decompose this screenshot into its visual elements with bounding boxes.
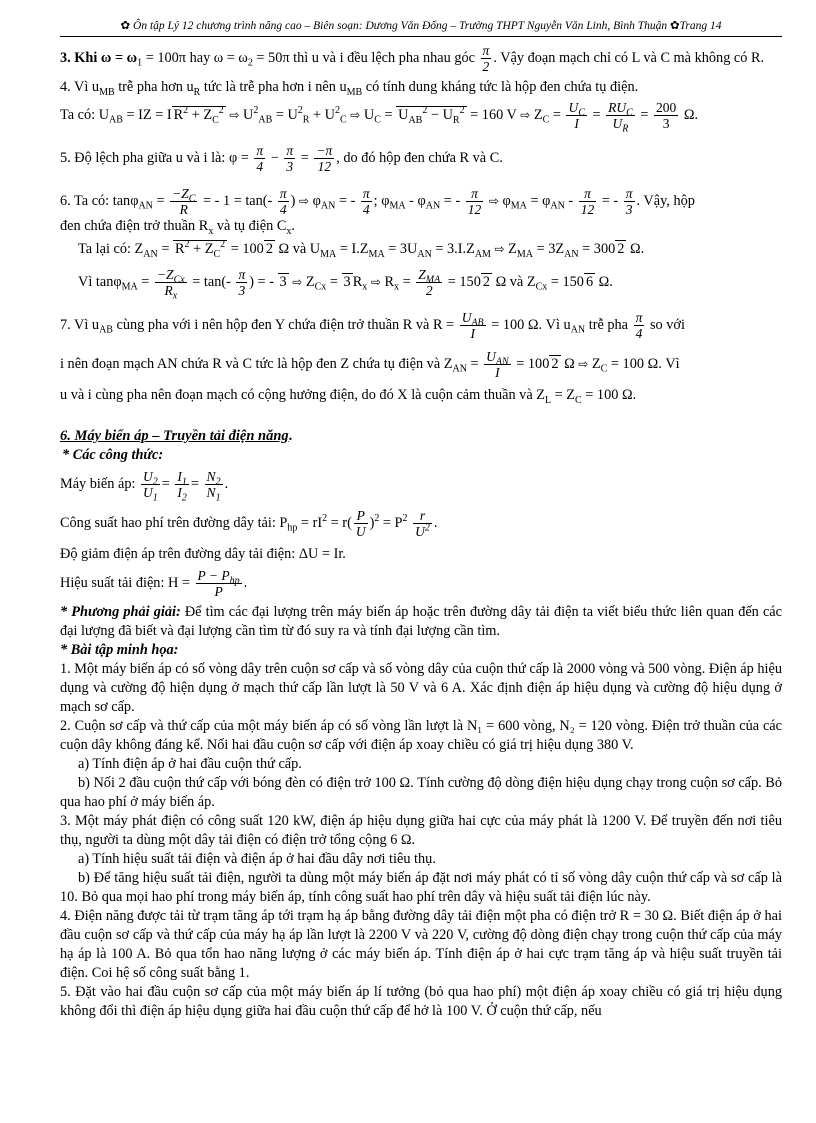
exercise-2: 2. Cuộn sơ cấp và thứ cấp của một máy biến áp có số vòng lần lượt là N₁ = 600 vòng, N₂ = 120 vòng. Điện trở thuần của các cuộn dây không đáng kể. Nối hai đầu cuộn sơ cấp với điện áp xoay chiều có giá trị hiệu dụng 380 V.: [60, 718, 782, 753]
arrow-icon: ⇨: [299, 193, 310, 208]
solution-7-line2: i nên đoạn mạch AN chứa R và C tức là hộp đen Z chứa tụ điện và $Z_{AN}$ = $\frac{U_{AN}}{I}$ = 100 2 Ω ⇨ $Z_C = 100$ Ω. Vì: [60, 349, 680, 380]
arrow-icon: ⇨: [488, 193, 499, 208]
s4-b: trễ pha hơn u: [114, 79, 194, 95]
voltage-drop: Độ giảm điện áp trên đường dây tải điện: ΔU = Ir.: [60, 546, 346, 562]
s7-a: 7. Vì u: [60, 316, 100, 333]
document-page: [60, 0, 782, 1021]
exercise-5: 5. Đặt vào hai đầu cuộn sơ cấp của một máy biến áp lí tưởng (bỏ qua hao phí) một điện áp xoay chiều có giá trị hiệu dụng không đổi thì điện áp hiệu dụng giữa hai đầu cuộn thứ cấp để hở là 100 V. Ở cuộn thứ cấp, nếu: [60, 984, 782, 1019]
s7-c: = 100 Ω. Vì u: [487, 316, 571, 333]
solution-3: 3. Khi $\omega = \omega_1 = 100\pi$ hay $\omega = \omega_2 = 50\pi$ thì u và i đều lệch pha nhau góc $\frac{\pi}{2}$ . Vậy đoạn mạch chỉ có L và C mà không có R.: [60, 43, 765, 74]
arrow-icon: ⇨: [370, 274, 381, 289]
s6-l4: Vì tanφ: [78, 273, 122, 290]
fraction: $\frac{\pi}{2}$: [482, 43, 490, 74]
method-paragraph: [60, 603, 782, 641]
s5-a: 5. Độ lệch pha giữa u và i là: φ =: [60, 149, 253, 166]
arrow-icon: ⇨: [292, 274, 303, 289]
s3-a: 3. Khi ω = ω: [60, 49, 138, 66]
s7-f: i nên đoạn mạch AN chứa R và C tức là hộp đen Z chứa tụ điện và Z: [60, 355, 453, 372]
solution-7-line1: 7. Vì $u_{AB}$ cùng pha với i nên hộp đen Y chứa điện trở thuần R và R = $\frac{U_{AB}}{I}$ = 100 Ω. Vì $u_{AN}$ trễ pha $\frac{\pi}{4}$ so với: [60, 310, 685, 341]
section-6-title: 6. Máy biến áp – Truyền tải điện năng.: [60, 428, 293, 444]
s3-d: . Vậy đoạn mạch chỉ có L và C mà không có R.: [493, 49, 765, 66]
s7-g: u và i cùng pha nên đoạn mạch có cộng hưởng điện, do đó X là cuộn cảm thuần và Z: [60, 387, 545, 403]
transformer-label: Máy biến áp:: [60, 475, 140, 492]
s7-d: trễ pha: [585, 316, 632, 333]
s4-result: = 160 V: [470, 106, 517, 123]
transformer-formula: Máy biến áp: $\frac{U_2}{U_1}$ = $\frac{I_1}{I_2}$ = $\frac{N_2}{N_1}$ .: [60, 469, 229, 504]
efficiency-label: Hiệu suất tải điện: H =: [60, 574, 194, 591]
efficiency-formula: Hiệu suất tải điện: H = $\frac{P - P_{hp}}{P}$ .: [60, 568, 248, 599]
s4-a: 4. Vì u: [60, 79, 100, 95]
s6-l3: Ta lại có: Z: [78, 241, 144, 257]
s7-b: cùng pha với i nên hộp đen Y chứa điện trở thuần R và R =: [112, 316, 458, 333]
s6-end: . Vậy, hộp: [636, 192, 695, 209]
s4-c: tức là trễ pha hơn i nên u: [200, 79, 347, 95]
exercise-3b: b) Để tăng hiệu suất tải điện, người ta dùng một máy biến áp đặt nơi máy phát có tỉ số vòng dây cuộn thứ cấp và sơ cấp là 10. Bỏ qua mọi hao phí trong máy biến áp, tính công suất hao phí trên dây và hiệu suất tải điện lúc này.: [60, 870, 782, 905]
power-loss-formula: Công suất hao phí trên đường dây tải: $P_{hp} = rI^2 = r$( $\frac{P}{U}$ )$^2 = P^2$ $\frac{r}{U^2}$ .: [60, 508, 438, 539]
s4-zc-den: 3: [662, 116, 670, 131]
arrow-icon: ⇨: [578, 356, 589, 371]
s7-e: so với: [646, 316, 685, 333]
s6-l2b: và tụ điện C: [213, 218, 287, 234]
solution-6-line2: đen chứa điện trở thuần $R_x$ và tụ điện $C_x$.: [60, 218, 295, 237]
arrow-icon: ⇨: [494, 242, 505, 256]
exercise-1: 1. Một máy biến áp có số vòng dây trên cuộn sơ cấp và số vòng dây của cuộn thứ cấp là 2000 vòng và 500 vòng. Điện áp hiệu dụng và cường độ hiện dụng ở mạch thứ cấp lần lượt là 50 V và 6 A. Xác định điện áp hiệu dụng và cường độ hiệu dụng ở mạch sơ cấp.: [60, 661, 782, 715]
exercise-3a: a) Tính hiệu suất tải điện và điện áp ở hai đầu dây nơi tiêu thụ.: [78, 851, 436, 867]
s6-l2: đen chứa điện trở thuần R: [60, 218, 209, 234]
exercise-2b: b) Nối 2 đầu cuộn thứ cấp với bóng đèn có điện trở 100 Ω. Tính cường độ dòng điện hiệu dụng chạy trong cuộn sơ cấp. Bỏ qua hao phí ở máy biến áp.: [60, 775, 782, 810]
section-heading: 6. Máy biến áp – Truyền tải điện năng: [60, 428, 289, 444]
exercise-2a: a) Tính điện áp ở hai đầu cuộn thứ cấp.: [78, 756, 302, 772]
arrow-icon: ⇨: [229, 107, 240, 122]
method-text: Để tìm các đại lượng trên máy biến áp hoặc trên đường dây tải điện ta viết biểu thức liên quan đến các đại lượng đã biết và đại lượng cần tìm từ đó suy ra và tính đại lượng cần tìm.: [60, 604, 782, 639]
page-header: [60, 19, 782, 37]
header-page: Trang 14: [679, 20, 722, 32]
s5-b: , do đó hộp đen chứa R và C.: [336, 149, 503, 166]
method-title: * Phương phải giải:: [60, 604, 181, 620]
solution-6-line1: 6. Ta có: tanφ$_{AN}$ = $\frac{-Z_C}{R}$ = - 1 = tan(- $\frac{\pi}{4}$ ) ⇨ $\varphi_{AN}$ = - $\frac{\pi}{4}$ ; $\varphi_{MA} - \varphi_{AN}$ = - $\frac{\pi}{12}$ ⇨ $\varphi_{MA} = \varphi_{AN}$ - $\frac{\pi}{12}$ = - $\frac{\pi}{3}$ . Vậy, hộp: [60, 186, 695, 217]
arrow-icon: ⇨: [520, 107, 531, 122]
s4-zc-num: 200: [656, 100, 677, 115]
examples-title: * Bài tập minh họa:: [60, 642, 179, 658]
solution-6-line3: Ta lại có: $Z_{AN} = R^2 + Z_C^2 = 100$ 2 Ω và $U_{MA} = I.Z_{MA} = 3U_{AN} = 3.I.Z_{AM}$ ⇨ $Z_{MA} = 3Z_{AN} = 300$ 2 Ω.: [78, 239, 645, 260]
solution-5: 5. Độ lệch pha giữa u và i là: φ = $\frac{\pi}{4}$ − $\frac{\pi}{3}$ = $\frac{-\pi}{12}$ , do đó hộp đen chứa R và C.: [60, 143, 503, 174]
formulas-title: * Các công thức:: [62, 447, 164, 463]
solution-6-line4: Vì tanφ$_{MA}$ = $\frac{-Z_{Cx}}{R_x}$ = tan(- $\frac{\pi}{3}$ ) = - 3 ⇨ $Z_{Cx} = 3$ $R_x$ ⇨ $R_x$ = $\frac{Z_{MA}}{2}$ = 150 2 Ω và $Z_{Cx} = 150$ 6 Ω.: [78, 267, 613, 302]
s3-b: = 100π hay ω = ω: [142, 49, 248, 66]
solution-7-line3: u và i cùng pha nên đoạn mạch có cộng hưởng điện, do đó X là cuộn cảm thuần và $Z_L = Z_C = 100$ Ω.: [60, 387, 637, 406]
solution-4-calc: Ta có: $U_{AB}$ = IZ = I $R^2 + Z_C^2$ ⇨ $U^2_{AB} = U^2_R + U^2_C$ ⇨ $U_C = U_{AB}^2 - U_R^2 = 160$ V ⇨ $Z_C$ = $\frac{U_C}{I}$ = $\frac{RU_C}{U_R}$ = $\frac{200}{3}$ Ω.: [60, 100, 699, 135]
s4-d: có tính dung kháng tức là hộp đen chứa tụ điện.: [362, 79, 639, 95]
power-loss-label: Công suất hao phí trên đường dây tải: P: [60, 514, 288, 531]
header-text: Ôn tập Lý 12 chương trình nâng cao – Biên soạn: Dương Văn Đổng – Trường THPT Nguyễn Văn Linh, Bình Thuận: [133, 20, 668, 32]
arrow-icon: ⇨: [350, 107, 361, 122]
exercise-4: 4. Điện năng được tải từ trạm tăng áp tới trạm hạ áp bằng đường dây tải điện một pha có điện trở R = 30 Ω. Biết điện áp ở hai đầu cuộn sơ cấp và thứ cấp của máy hạ áp lần lượt là 2200 V và 220 V, cường độ dòng điện chạy trong cuộn thứ cấp của máy hạ áp là 100 A. Bỏ qua tổn hao năng lượng ở các máy biến áp. Tính điện áp ở hai cực trạm tăng áp và hiệu suất truyền tải điện. Coi hệ số công suất bằng 1.: [60, 908, 782, 981]
flower-icon: ✿: [669, 20, 680, 32]
exercise-3: 3. Một máy phát điện có công suất 120 kW, điện áp hiệu dụng giữa hai cực của máy phát là 1200 V. Để truyền đến nơi tiêu thụ, người ta dùng một dây tải điện có điện trở tổng cộng 6 Ω.: [60, 813, 782, 848]
solution-4-intro: 4. Vì $u_{MB}$ trễ pha hơn $u_R$ tức là trễ pha hơn i nên $u_{MB}$ có tính dung kháng tức là hộp đen chứa tụ điện.: [60, 79, 639, 98]
s3-c: = 50π thì u và i đều lệch pha nhau góc: [252, 49, 479, 66]
flower-icon: ✿: [120, 20, 131, 32]
